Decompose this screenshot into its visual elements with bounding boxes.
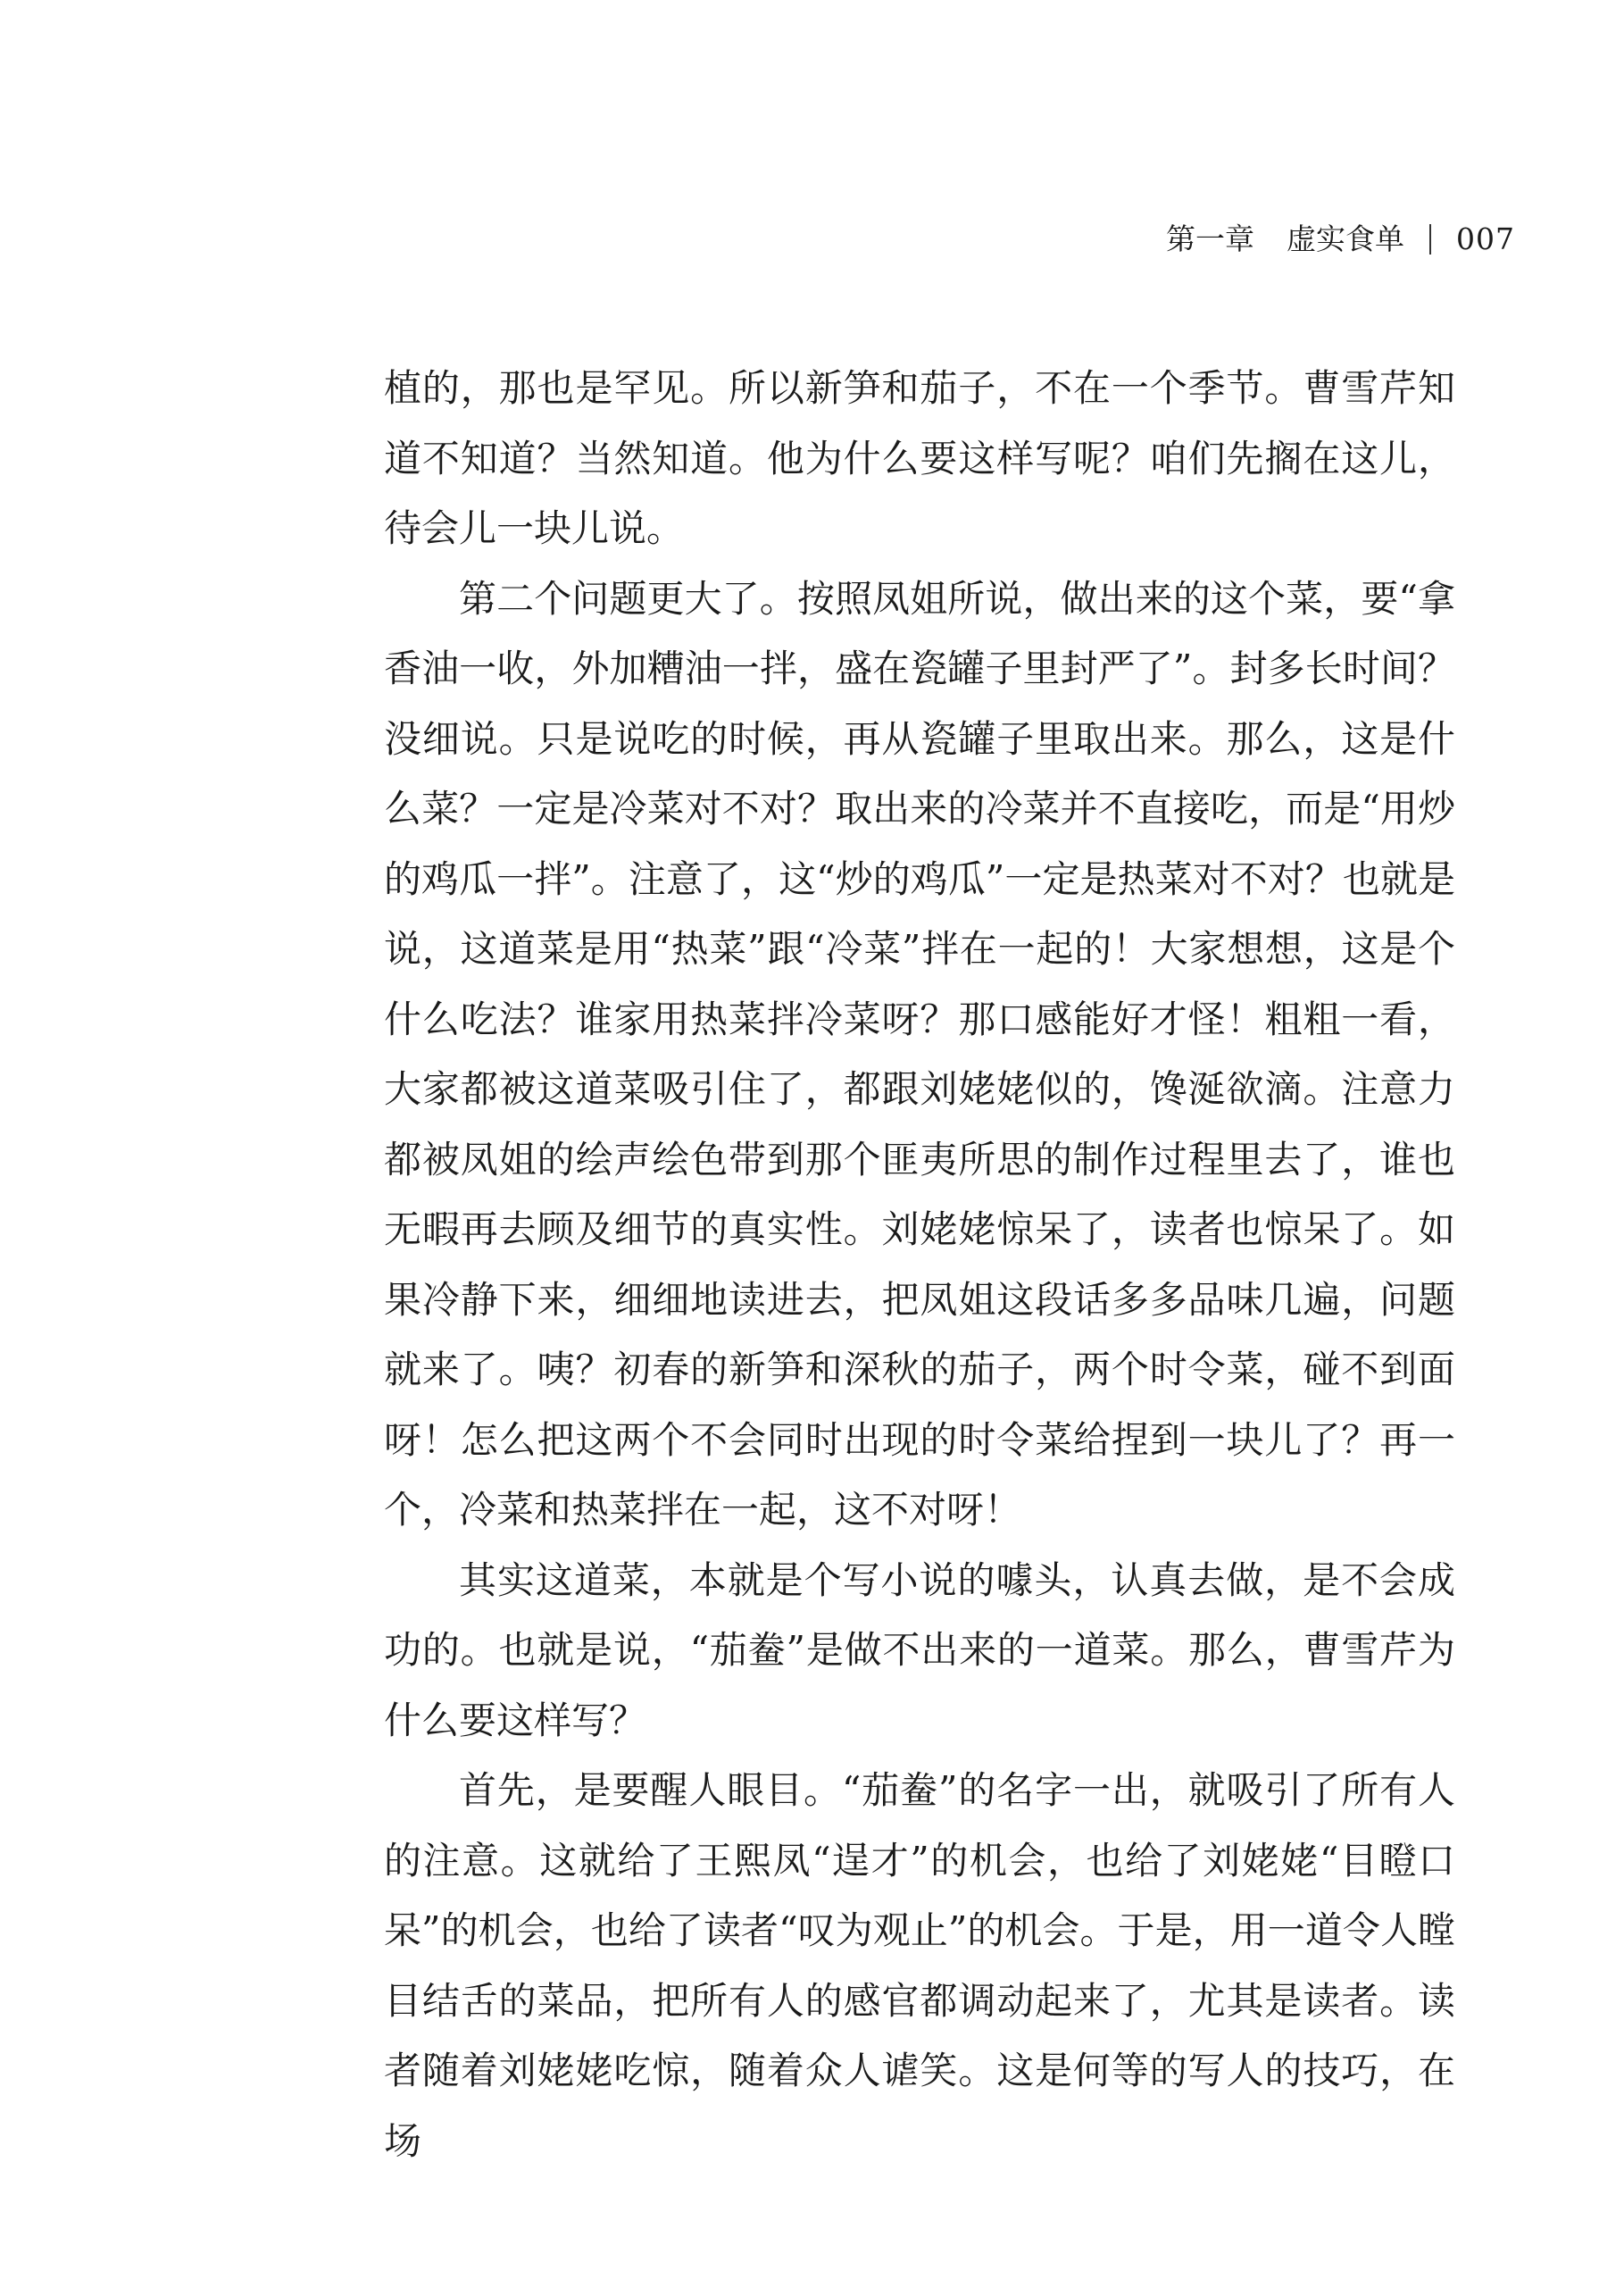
paragraph-continued: 植的，那也是罕见。所以新笋和茄子，不在一个季节。曹雪芹知道不知道？当然知道。他为什么要这样写呢？咱们先搁在这儿，待会儿一块儿说。 — [384, 366, 1455, 550]
header-divider — [1429, 224, 1431, 255]
chapter-number: 第一章 — [1166, 221, 1254, 256]
body-text — [384, 354, 1455, 2176]
chapter-title: 虚实食单 — [1287, 221, 1404, 256]
page-number: 007 — [1456, 221, 1515, 256]
paragraph: 第二个问题更大了。按照凤姐所说，做出来的这个菜，要“拿香油一收，外加糟油一拌，盛在瓷罐子里封严了”。封多长时间？没细说。只是说吃的时候，再从瓷罐子里取出来。那么，这是什么菜？一定是冷菜对不对？取出来的冷菜并不直接吃，而是“用炒的鸡瓜一拌”。注意了，这“炒的鸡瓜”一定是热菜对不对？也就是说，这道菜是用“热菜”跟“冷菜”拌在一起的！大家想想，这是个什么吃法？谁家用热菜拌冷菜呀？那口感能好才怪！粗粗一看，大家都被这道菜吸引住了，都跟刘姥姥似的，馋涎欲滴。注意力都被凤姐的绘声绘色带到那个匪夷所思的制作过程里去了，谁也无暇再去顾及细节的真实性。刘姥姥惊呆了，读者也惊呆了。如果冷静下来，细细地读进去，把凤姐这段话多多品味几遍，问题就来了。咦？初春的新笋和深秋的茄子，两个时令菜，碰不到面呀！怎么把这两个不会同时出现的时令菜给捏到一块儿了？再一个，冷菜和热菜拌在一起，这不对呀！ — [384, 576, 1455, 1532]
running-head — [1166, 221, 1515, 257]
paragraph: 首先，是要醒人眼目。“茄鲞”的名字一出，就吸引了所有人的注意。这就给了王熙凤“逞才”的机会，也给了刘姥姥“目瞪口呆”的机会，也给了读者“叹为观止”的机会。于是，用一道令人瞠目结舌的菜品，把所有人的感官都调动起来了，尤其是读者。读者随着刘姥姥吃惊，随着众人谑笑。这是何等的写人的技巧，在场 — [384, 1768, 1455, 2163]
paragraph: 其实这道菜，本就是个写小说的噱头，认真去做，是不会成功的。也就是说，“茄鲞”是做不出来的一道菜。那么，曹雪芹为什么要这样写？ — [384, 1557, 1455, 1742]
